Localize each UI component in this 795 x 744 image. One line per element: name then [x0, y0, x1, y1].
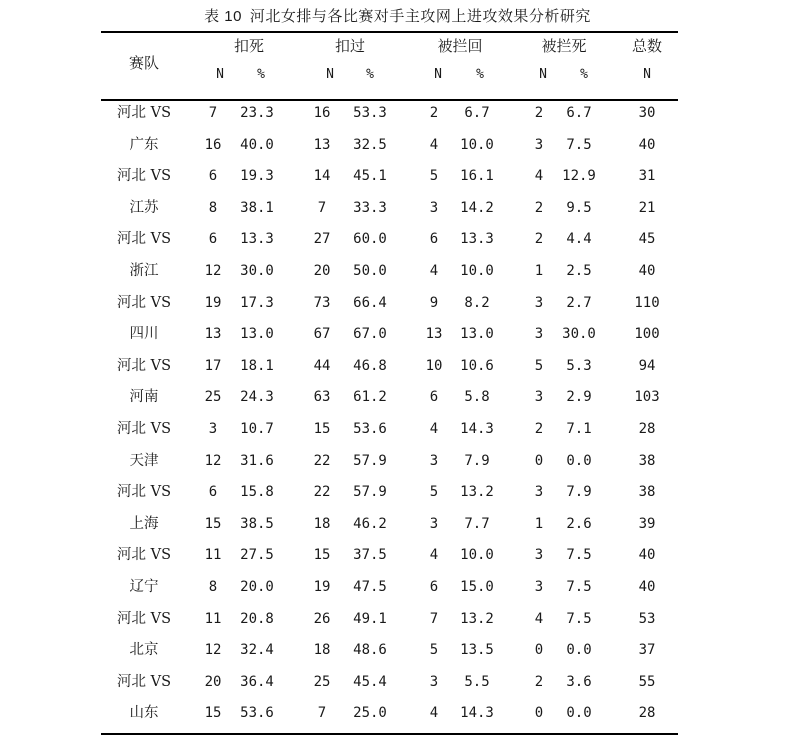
cell-blocked-dead-n: 1 [534, 515, 544, 532]
cell-pass-n: 20 [313, 263, 331, 279]
cell-total-n: 100 [634, 326, 660, 343]
cell-pass-pct: 45.1 [353, 168, 387, 185]
cell-kill-pct: 32.4 [240, 642, 274, 659]
cell-blocked-dead-pct: 0.0 [566, 705, 592, 722]
cell-blocked-dead-n: 3 [534, 579, 544, 595]
subheader-kill-pct: % [257, 67, 265, 82]
cell-pass-n: 18 [313, 515, 331, 532]
cell-total-n: 21 [638, 199, 656, 216]
cell-total-n: 31 [638, 168, 656, 185]
subheader-pass-pct: % [366, 67, 374, 82]
cell-pass-pct: 25.0 [353, 705, 387, 722]
cell-blocked-back-pct: 8.2 [464, 294, 490, 311]
cell-kill-pct: 20.0 [240, 579, 274, 595]
cell-kill-n: 12 [204, 263, 222, 279]
cell-blocked-back-n: 3 [429, 199, 439, 216]
cell-kill-pct: 27.5 [240, 547, 274, 564]
cell-team: 辽宁 [129, 579, 159, 595]
cell-blocked-dead-pct: 5.3 [566, 357, 592, 374]
cell-kill-pct: 10.7 [240, 421, 274, 437]
cell-kill-pct: 23.3 [240, 105, 274, 121]
table-row [0, 701, 795, 725]
cell-blocked-dead-pct: 7.5 [566, 547, 592, 564]
cell-blocked-back-n: 5 [429, 484, 439, 501]
cell-team: 河北 VS [116, 105, 172, 121]
cell-blocked-dead-n: 3 [534, 547, 544, 564]
cell-total-n: 45 [638, 231, 656, 248]
header-team: 赛队 [128, 54, 160, 72]
cell-pass-pct: 57.9 [353, 484, 387, 501]
cell-blocked-dead-n: 5 [534, 357, 544, 374]
cell-kill-n: 8 [208, 579, 218, 595]
cell-blocked-back-n: 4 [429, 705, 439, 722]
header-blocked-back: 被拦回 [437, 37, 483, 55]
cell-pass-n: 44 [313, 357, 331, 374]
cell-total-n: 110 [634, 294, 660, 311]
cell-blocked-back-n: 4 [429, 263, 439, 279]
cell-blocked-back-pct: 7.9 [464, 452, 490, 469]
cell-pass-pct: 57.9 [353, 452, 387, 469]
table-row [0, 449, 795, 473]
cell-total-n: 40 [638, 547, 656, 564]
cell-kill-n: 25 [204, 389, 222, 406]
cell-blocked-dead-pct: 2.6 [566, 515, 592, 532]
subheader-kill-n: N [216, 67, 224, 82]
cell-blocked-dead-pct: 0.0 [566, 642, 592, 659]
cell-blocked-back-pct: 5.8 [464, 389, 490, 406]
cell-kill-n: 6 [208, 484, 218, 501]
table-row [0, 607, 795, 631]
cell-team: 四川 [129, 326, 159, 343]
cell-pass-n: 7 [317, 199, 327, 216]
cell-kill-n: 8 [208, 199, 218, 216]
top-rule [101, 31, 678, 33]
cell-kill-pct: 40.0 [240, 136, 274, 153]
table-row [0, 385, 795, 409]
table-row [0, 101, 795, 125]
cell-kill-n: 16 [204, 136, 222, 153]
cell-pass-n: 25 [313, 673, 331, 690]
cell-pass-pct: 32.5 [353, 136, 387, 153]
cell-pass-n: 15 [313, 421, 331, 437]
cell-blocked-dead-n: 2 [534, 673, 544, 690]
cell-pass-n: 67 [313, 326, 331, 343]
cell-kill-pct: 19.3 [240, 168, 274, 185]
cell-blocked-dead-pct: 6.7 [566, 105, 592, 121]
table-number: 表 10 [204, 8, 242, 25]
cell-blocked-dead-n: 3 [534, 294, 544, 311]
header-blocked-dead: 被拦死 [541, 37, 587, 55]
cell-team: 江苏 [129, 199, 159, 216]
cell-team: 河北 VS [116, 673, 172, 690]
cell-kill-n: 13 [204, 326, 222, 343]
cell-team: 北京 [129, 642, 159, 659]
cell-total-n: 28 [638, 705, 656, 722]
cell-pass-n: 13 [313, 136, 331, 153]
cell-team: 河北 VS [116, 168, 172, 185]
cell-blocked-back-n: 4 [429, 421, 439, 437]
cell-team: 天津 [129, 452, 159, 469]
cell-blocked-dead-pct: 4.4 [566, 231, 592, 248]
cell-blocked-back-pct: 16.1 [460, 168, 494, 185]
cell-kill-n: 11 [204, 610, 222, 627]
cell-team: 河北 VS [116, 294, 172, 311]
cell-blocked-dead-pct: 0.0 [566, 452, 592, 469]
cell-kill-pct: 38.1 [240, 199, 274, 216]
table-row [0, 417, 795, 441]
cell-total-n: 40 [638, 579, 656, 595]
header-kill: 扣死 [233, 37, 265, 55]
cell-blocked-dead-n: 2 [534, 421, 544, 437]
cell-blocked-back-n: 13 [425, 326, 443, 343]
cell-blocked-dead-n: 0 [534, 452, 544, 469]
cell-kill-pct: 18.1 [240, 357, 274, 374]
cell-team: 河北 VS [116, 231, 172, 248]
table-row [0, 512, 795, 536]
cell-blocked-dead-pct: 7.1 [566, 421, 592, 437]
cell-total-n: 37 [638, 642, 656, 659]
cell-kill-pct: 31.6 [240, 452, 274, 469]
cell-blocked-dead-pct: 7.5 [566, 610, 592, 627]
cell-blocked-back-pct: 5.5 [464, 673, 490, 690]
table-row [0, 670, 795, 694]
cell-blocked-dead-n: 4 [534, 168, 544, 185]
table-row [0, 164, 795, 188]
cell-kill-n: 20 [204, 673, 222, 690]
cell-blocked-back-pct: 13.2 [460, 610, 494, 627]
cell-blocked-back-n: 7 [429, 610, 439, 627]
header-total: 总数 [631, 37, 663, 55]
cell-blocked-dead-pct: 7.5 [566, 579, 592, 595]
cell-pass-n: 22 [313, 484, 331, 501]
cell-pass-n: 16 [313, 105, 331, 121]
subheader-pass-n: N [326, 67, 334, 82]
cell-blocked-back-n: 10 [425, 357, 443, 374]
cell-kill-n: 15 [204, 515, 222, 532]
cell-total-n: 53 [638, 610, 656, 627]
cell-pass-pct: 61.2 [353, 389, 387, 406]
cell-pass-pct: 47.5 [353, 579, 387, 595]
cell-pass-n: 26 [313, 610, 331, 627]
table-row [0, 196, 795, 220]
cell-pass-n: 63 [313, 389, 331, 406]
cell-blocked-dead-pct: 3.6 [566, 673, 592, 690]
cell-kill-n: 17 [204, 357, 222, 374]
cell-pass-n: 73 [313, 294, 331, 311]
cell-kill-pct: 30.0 [240, 263, 274, 279]
cell-blocked-dead-n: 2 [534, 199, 544, 216]
table-row [0, 575, 795, 599]
cell-kill-n: 3 [208, 421, 218, 437]
cell-total-n: 40 [638, 136, 656, 153]
cell-pass-pct: 60.0 [353, 231, 387, 248]
cell-pass-n: 19 [313, 579, 331, 595]
cell-pass-pct: 45.4 [353, 673, 387, 690]
cell-kill-pct: 36.4 [240, 673, 274, 690]
table-row [0, 480, 795, 504]
cell-team: 山东 [129, 705, 159, 722]
cell-blocked-dead-n: 3 [534, 389, 544, 406]
cell-kill-n: 19 [204, 294, 222, 311]
cell-team: 河北 VS [116, 484, 172, 501]
table-row [0, 543, 795, 567]
cell-team: 广东 [129, 136, 159, 153]
table-row [0, 638, 795, 662]
subheader-blocked-dead-n: N [539, 67, 547, 82]
cell-kill-n: 7 [208, 105, 218, 121]
cell-kill-pct: 24.3 [240, 389, 274, 406]
cell-blocked-back-pct: 13.5 [460, 642, 494, 659]
cell-blocked-back-n: 4 [429, 547, 439, 564]
subheader-blocked-back-pct: % [476, 67, 484, 82]
cell-kill-n: 6 [208, 231, 218, 248]
cell-blocked-back-pct: 14.3 [460, 705, 494, 722]
cell-blocked-back-n: 6 [429, 389, 439, 406]
cell-pass-pct: 46.8 [353, 357, 387, 374]
cell-kill-n: 6 [208, 168, 218, 185]
cell-kill-pct: 20.8 [240, 610, 274, 627]
subheader-total-n: N [643, 67, 651, 82]
cell-blocked-dead-pct: 7.5 [566, 136, 592, 153]
cell-team: 浙江 [129, 263, 159, 279]
cell-kill-n: 12 [204, 642, 222, 659]
cell-blocked-back-n: 6 [429, 231, 439, 248]
cell-blocked-dead-n: 2 [534, 105, 544, 121]
cell-blocked-back-pct: 10.0 [460, 136, 494, 153]
cell-total-n: 103 [634, 389, 660, 406]
bottom-rule [101, 733, 678, 735]
cell-pass-pct: 37.5 [353, 547, 387, 564]
cell-blocked-back-n: 2 [429, 105, 439, 121]
cell-blocked-back-n: 3 [429, 673, 439, 690]
cell-blocked-back-n: 5 [429, 168, 439, 185]
cell-kill-n: 11 [204, 547, 222, 564]
cell-blocked-back-n: 9 [429, 294, 439, 311]
cell-blocked-dead-n: 3 [534, 484, 544, 501]
cell-blocked-back-n: 3 [429, 515, 439, 532]
cell-blocked-dead-pct: 12.9 [562, 168, 596, 185]
cell-team: 上海 [129, 515, 159, 532]
cell-kill-pct: 15.8 [240, 484, 274, 501]
cell-blocked-back-pct: 10.0 [460, 263, 494, 279]
cell-kill-pct: 13.3 [240, 231, 274, 248]
cell-team: 河北 VS [116, 421, 172, 437]
table-row [0, 227, 795, 251]
cell-pass-n: 7 [317, 705, 327, 722]
cell-kill-pct: 17.3 [240, 294, 274, 311]
cell-kill-pct: 13.0 [240, 326, 274, 343]
table-row [0, 291, 795, 315]
table-row [0, 259, 795, 283]
cell-pass-n: 14 [313, 168, 331, 185]
cell-blocked-back-pct: 10.0 [460, 547, 494, 564]
cell-pass-pct: 53.3 [353, 105, 387, 121]
cell-blocked-dead-n: 4 [534, 610, 544, 627]
cell-pass-pct: 46.2 [353, 515, 387, 532]
cell-blocked-back-pct: 15.0 [460, 579, 494, 595]
cell-pass-pct: 53.6 [353, 421, 387, 437]
subheader-blocked-back-n: N [434, 67, 442, 82]
cell-pass-n: 18 [313, 642, 331, 659]
cell-total-n: 39 [638, 515, 656, 532]
cell-total-n: 38 [638, 452, 656, 469]
table-caption [0, 5, 795, 26]
cell-team: 河北 VS [116, 547, 172, 564]
cell-blocked-back-pct: 13.0 [460, 326, 494, 343]
cell-team: 河北 VS [116, 357, 172, 374]
cell-blocked-back-n: 3 [429, 452, 439, 469]
cell-pass-pct: 66.4 [353, 294, 387, 311]
cell-blocked-dead-pct: 2.9 [566, 389, 592, 406]
subheader-blocked-dead-pct: % [580, 67, 588, 82]
cell-total-n: 40 [638, 263, 656, 279]
cell-blocked-back-n: 4 [429, 136, 439, 153]
cell-pass-pct: 48.6 [353, 642, 387, 659]
cell-blocked-back-pct: 13.2 [460, 484, 494, 501]
cell-blocked-dead-n: 0 [534, 642, 544, 659]
cell-blocked-back-n: 5 [429, 642, 439, 659]
table-row [0, 322, 795, 346]
cell-pass-n: 27 [313, 231, 331, 248]
cell-kill-pct: 38.5 [240, 515, 274, 532]
table-title: 河北女排与各比赛对手主攻网上进攻效果分析研究 [249, 7, 591, 25]
cell-pass-pct: 33.3 [353, 199, 387, 216]
header-pass: 扣过 [334, 37, 366, 55]
cell-blocked-dead-pct: 7.9 [566, 484, 592, 501]
cell-team: 河南 [129, 389, 159, 406]
cell-total-n: 94 [638, 357, 656, 374]
cell-total-n: 38 [638, 484, 656, 501]
cell-blocked-back-n: 6 [429, 579, 439, 595]
cell-total-n: 30 [638, 105, 656, 121]
cell-blocked-dead-n: 2 [534, 231, 544, 248]
cell-blocked-dead-n: 3 [534, 326, 544, 343]
cell-blocked-back-pct: 7.7 [464, 515, 490, 532]
cell-total-n: 55 [638, 673, 656, 690]
cell-blocked-back-pct: 6.7 [464, 105, 490, 121]
table-row [0, 133, 795, 157]
cell-blocked-dead-pct: 2.7 [566, 294, 592, 311]
cell-blocked-back-pct: 14.2 [460, 199, 494, 216]
cell-blocked-back-pct: 13.3 [460, 231, 494, 248]
cell-kill-n: 12 [204, 452, 222, 469]
cell-pass-n: 15 [313, 547, 331, 564]
cell-blocked-dead-pct: 30.0 [562, 326, 596, 343]
cell-total-n: 28 [638, 421, 656, 437]
cell-team: 河北 VS [116, 610, 172, 627]
cell-kill-n: 15 [204, 705, 222, 722]
cell-pass-pct: 49.1 [353, 610, 387, 627]
cell-kill-pct: 53.6 [240, 705, 274, 722]
cell-pass-pct: 67.0 [353, 326, 387, 343]
table-row [0, 354, 795, 378]
cell-blocked-dead-pct: 9.5 [566, 199, 592, 216]
cell-blocked-dead-pct: 2.5 [566, 263, 592, 279]
cell-blocked-back-pct: 14.3 [460, 421, 494, 437]
cell-blocked-dead-n: 3 [534, 136, 544, 153]
cell-pass-n: 22 [313, 452, 331, 469]
cell-pass-pct: 50.0 [353, 263, 387, 279]
cell-blocked-dead-n: 0 [534, 705, 544, 722]
cell-blocked-dead-n: 1 [534, 263, 544, 279]
cell-blocked-back-pct: 10.6 [460, 357, 494, 374]
